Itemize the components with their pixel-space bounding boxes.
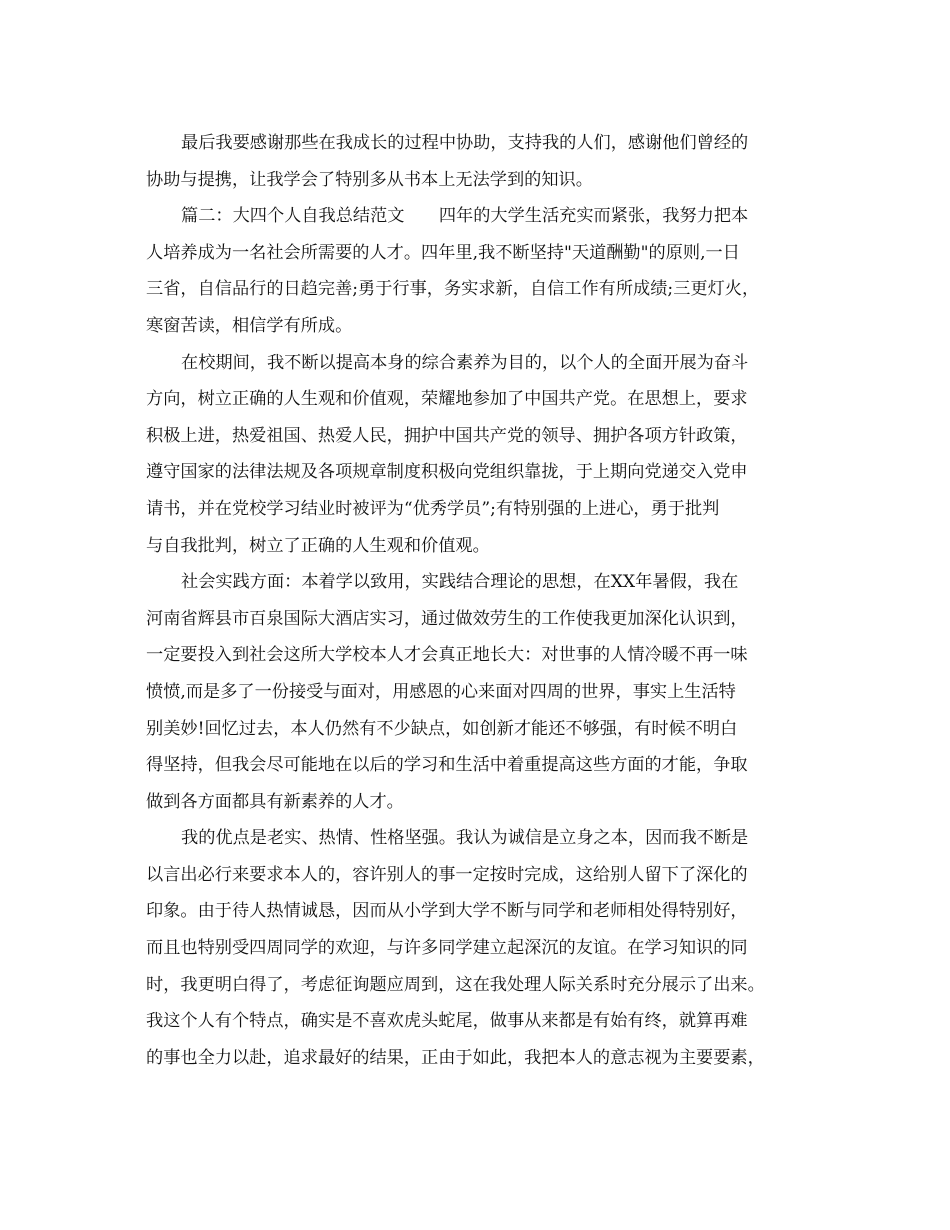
text-line: 做到各方面都具有新素养的人才。 xyxy=(146,791,404,812)
text-line: 河南省辉县市百泉国际大酒店实习，通过做效劳生的工作使我更加深化认识到， xyxy=(146,608,748,629)
text-line: 印象。由于待人热情诚恳，因而从小学到大学不断与同学和老师相处得特别好， xyxy=(146,901,748,922)
text-line: 一定要投入到社会这所大学校本人才会真正地长大：对世事的人情冷暖不再一味 xyxy=(146,645,748,666)
text-line: 而且也特别受四周同学的欢迎，与许多同学建立起深沉的友谊。在学习知识的同 xyxy=(146,938,748,959)
text-line: 我的优点是老实、热情、性格坚强。我认为诚信是立身之本，因而我不断是 xyxy=(181,828,749,849)
document-body xyxy=(146,125,808,1076)
text-line: 以言出必行来要求本人的，容许别人的事一定按时完成，这给别人留下了深化的 xyxy=(146,864,748,885)
text-line: 在校期间，我不断以提高本身的综合素养为目的，以个人的全面开展为奋斗 xyxy=(181,352,749,373)
text-line: 请书，并在党校学习结业时被评为“优秀学员”;有特别强的上进心，勇于批判 xyxy=(146,498,720,519)
text-line: 遵守国家的法律法规及各项规章制度积极向党组织靠拢，于上期向党递交入党申 xyxy=(146,462,748,483)
text-line: 篇二：大四个人自我总结范文 四年的大学生活充实而紧张，我努力把本 xyxy=(181,206,749,227)
text-line: 最后我要感谢那些在我成长的过程中协助，支持我的人们，感谢他们曾经的 xyxy=(181,133,749,153)
text-line: 愤愤,而是多了一份接受与面对，用感恩的心来面对四周的世界，事实上生活特 xyxy=(146,681,736,702)
text-line: 积极上进，热爱祖国、热爱人民，拥护中国共产党的领导、拥护各项方针政策， xyxy=(146,425,748,446)
text-line: 社会实践方面：本着学以致用，实践结合理论的思想，在XX年暑假，我在 xyxy=(181,572,739,593)
text-line: 的事也全力以赴，追求最好的结果，正由于如此，我把本人的意志视为主要要素， xyxy=(146,1047,765,1068)
text-line: 人培养成为一名社会所需要的人才。四年里,我不断坚持"天道酬勤"的原则,一日 xyxy=(146,242,740,263)
text-line: 得坚持，但我会尽可能地在以后的学习和生活中着重提高这些方面的才能，争取 xyxy=(146,755,748,776)
text-line: 我这个人有个特点，确实是不喜欢虎头蛇尾，做事从来都是有始有终，就算再难 xyxy=(146,1011,748,1032)
text-line: 寒窗苦读，相信学有所成。 xyxy=(146,315,353,336)
text-line: 别美妙!回忆过去，本人仍然有不少缺点，如创新才能还不够强，有时候不明白 xyxy=(146,718,738,739)
text-line: 时，我更明白得了，考虑征询题应周到，这在我处理人际关系时充分展示了出来。 xyxy=(146,974,765,995)
text-line: 三省，自信品行的日趋完善;勇于行事，务实求新，自信工作有所成绩;三更灯火， xyxy=(146,279,760,300)
text-line: 与自我批判，树立了正确的人生观和价值观。 xyxy=(146,535,490,556)
text-line: 方向，树立正确的人生观和价值观，荣耀地参加了中国共产党。在思想上，要求 xyxy=(146,389,748,410)
text-line: 协助与提携，让我学会了特别多从书本上无法学到的知识。 xyxy=(146,169,593,190)
